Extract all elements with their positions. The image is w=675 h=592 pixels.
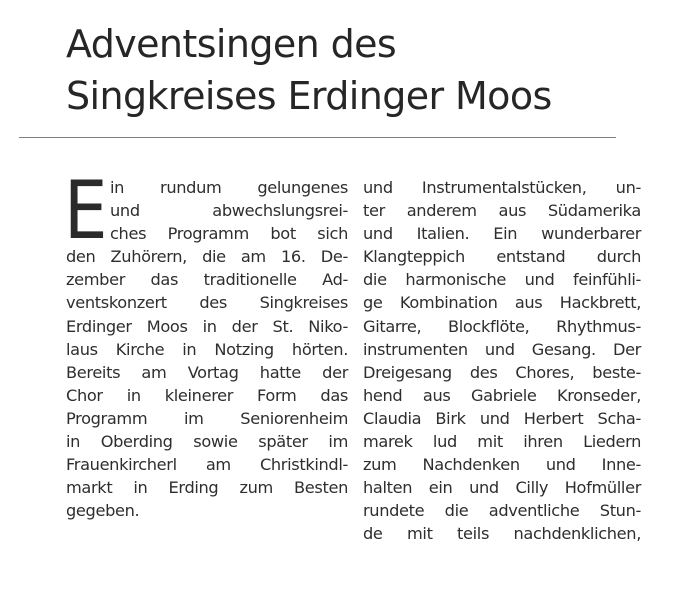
text-line: ge Kombination aus Hackbrett, [363,293,641,313]
text-line: in rundum gelungenes [110,178,348,197]
text-line: halten ein und Cilly Hofmüller [363,478,641,498]
text-line: ter anderem aus Südamerika [363,201,641,221]
text-line: rundete die adventliche Stun- [363,501,641,521]
text-line: Programm im Seniorenheim [66,408,348,428]
article-title-line-2: Singkreises Erdinger Moos [66,74,552,118]
text-line: Dreigesang des Chores, beste- [363,362,641,382]
article-column-left [64,164,348,522]
text-line: Chor in kleinerer Form das [66,385,348,405]
text-line: gegeben. [66,501,140,521]
text-line: hend aus Gabriele Kronseder, [363,385,641,405]
text-line: Bereits am Vortag hatte der [66,362,348,382]
text-line: ches Programm bot sich [110,224,348,244]
text-line: de mit teils nachdenklichen, [363,524,641,544]
text-line: ventskonzert des Singkreises [66,293,348,313]
text-line: laus Kirche in Notzing hörten. [66,339,348,359]
text-line: Claudia Birk und Herbert Scha- [363,408,641,428]
text-line: und Italien. Ein wunderbarer [363,224,641,244]
text-line: zum Nachdenken und Inne- [363,455,641,475]
text-line: marek lud mit ihren Liedern [363,432,641,452]
title-divider [19,137,616,138]
article-title [66,18,552,122]
text-line: Frauenkircherl am Christkindl- [66,455,348,475]
text-line: den Zuhörern, die am 16. De- [66,247,348,267]
text-line: instrumenten und Gesang. Der [363,339,641,359]
text-line: zember das traditionelle Ad- [66,270,348,290]
text-line: markt in Erding zum Besten [66,478,348,498]
text-line: Erdinger Moos in der St. Niko- [66,316,348,336]
text-line: Gitarre, Blockflöte, Rhythmus- [363,316,641,336]
article-column-right [363,176,641,546]
text-line: und Instrumentalstücken, un- [363,178,641,197]
text-line: Klangteppich entstand durch [363,247,641,267]
text-line: und abwechslungsrei- [110,201,348,221]
text-line: in Oberding sowie später im [66,432,348,452]
text-line: die harmonische und feinfühli- [363,270,641,290]
drop-cap: E [64,164,108,257]
article-title-line-1: Adventsingen des [66,22,397,66]
